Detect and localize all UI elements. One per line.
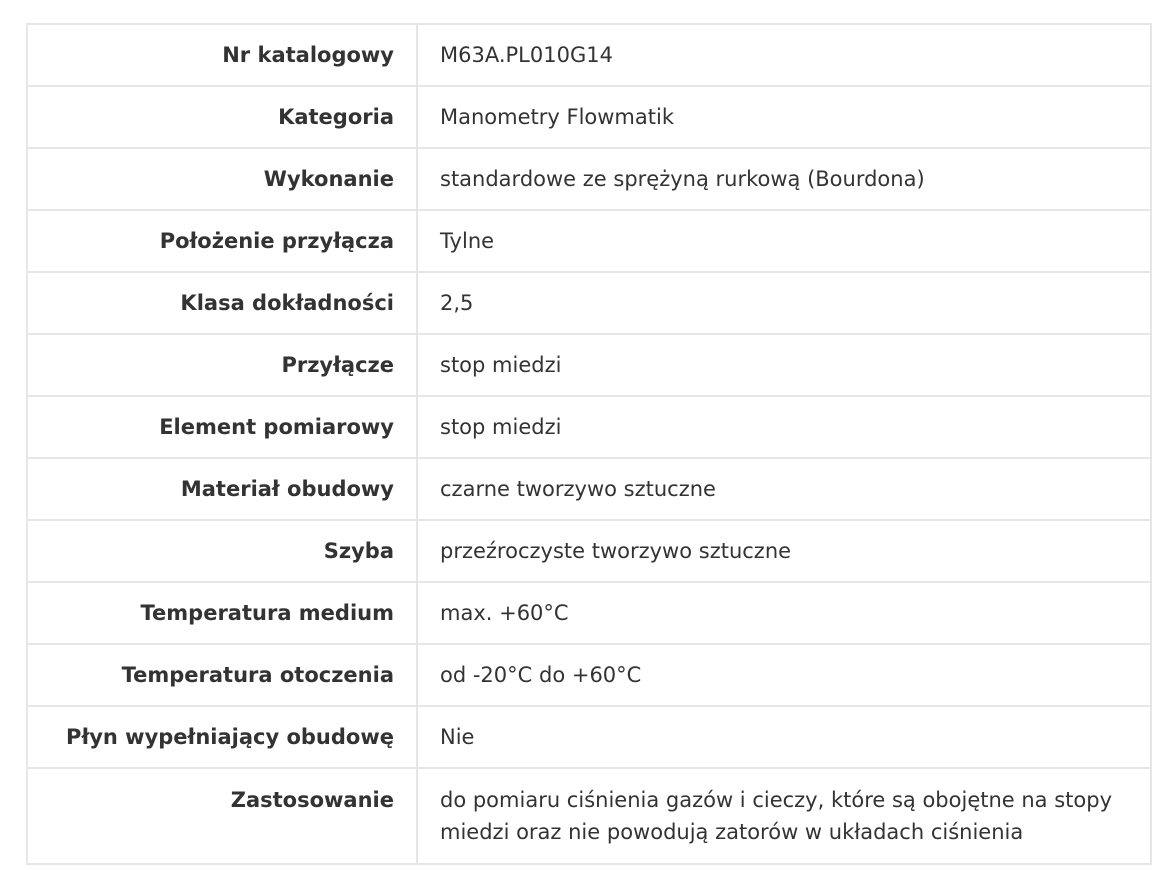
spec-label: Temperatura medium (27, 582, 417, 644)
spec-row-connection-position (27, 210, 1151, 272)
spec-label: Nr katalogowy (27, 24, 417, 86)
spec-row-category (27, 86, 1151, 148)
spec-value: stop miedzi (417, 334, 1151, 396)
spec-label: Zastosowanie (27, 768, 417, 864)
spec-value: Nie (417, 706, 1151, 768)
spec-row-housing-material (27, 458, 1151, 520)
spec-label: Położenie przyłącza (27, 210, 417, 272)
spec-label: Temperatura otoczenia (27, 644, 417, 706)
spec-row-accuracy-class (27, 272, 1151, 334)
spec-row-connection (27, 334, 1151, 396)
spec-value: Tylne (417, 210, 1151, 272)
spec-value: standardowe ze sprężyną rurkową (Bourdona) (417, 148, 1151, 210)
spec-label: Płyn wypełniający obudowę (27, 706, 417, 768)
spec-label: Materiał obudowy (27, 458, 417, 520)
spec-row-catalog-number (27, 24, 1151, 86)
product-spec-table (26, 23, 1152, 865)
spec-row-measuring-element (27, 396, 1151, 458)
spec-value: stop miedzi (417, 396, 1151, 458)
spec-value: max. +60°C (417, 582, 1151, 644)
spec-row-design (27, 148, 1151, 210)
spec-value: przeźroczyste tworzywo sztuczne (417, 520, 1151, 582)
spec-row-filling-fluid (27, 706, 1151, 768)
spec-value: M63A.PL010G14 (417, 24, 1151, 86)
spec-row-medium-temperature (27, 582, 1151, 644)
spec-label: Element pomiarowy (27, 396, 417, 458)
spec-row-glass (27, 520, 1151, 582)
spec-label: Szyba (27, 520, 417, 582)
spec-label: Przyłącze (27, 334, 417, 396)
spec-row-application (27, 768, 1151, 864)
spec-value: od -20°C do +60°C (417, 644, 1151, 706)
spec-value: Manometry Flowmatik (417, 86, 1151, 148)
spec-value: 2,5 (417, 272, 1151, 334)
spec-label: Wykonanie (27, 148, 417, 210)
spec-label: Klasa dokładności (27, 272, 417, 334)
spec-label: Kategoria (27, 86, 417, 148)
spec-row-ambient-temperature (27, 644, 1151, 706)
spec-value: czarne tworzywo sztuczne (417, 458, 1151, 520)
spec-value: do pomiaru ciśnienia gazów i cieczy, które są obojętne na stopy miedzi oraz nie powodują zatorów w układach ciśnienia (417, 768, 1151, 864)
